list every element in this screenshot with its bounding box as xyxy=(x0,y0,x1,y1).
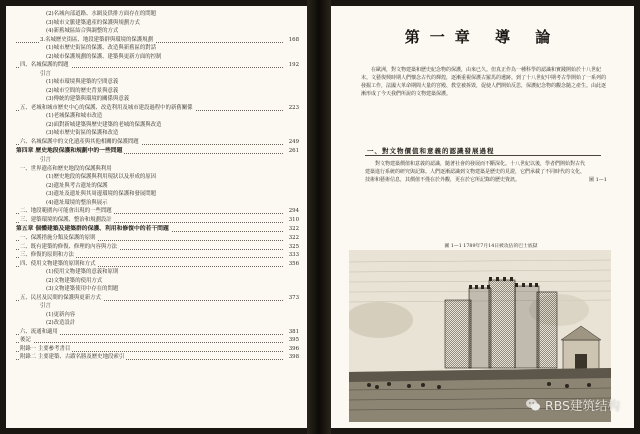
toc-entry xyxy=(16,10,299,19)
toc-entry xyxy=(16,156,299,165)
figure-note: 圖 1—1 xyxy=(589,177,607,183)
toc-entry-title: 四、名城保護的問題 xyxy=(20,62,69,68)
toc-entry-title: (2)名城內部道路、水網及供排方面存在的問題 xyxy=(46,11,157,17)
toc-entry xyxy=(16,19,299,28)
toc-page-number: 294 xyxy=(288,208,299,214)
left-page xyxy=(6,6,307,428)
toc-entry xyxy=(16,182,299,191)
toc-entry-title: (2)城市保護規劃的保護、建築與更新方面的控制 xyxy=(46,53,162,60)
toc-entry xyxy=(16,234,299,243)
toc-entry xyxy=(16,260,299,269)
toc-entry-title: 3.名城歷史街區、地段建築群與環境的保護規劃 xyxy=(40,36,153,43)
toc-page-number: 333 xyxy=(288,252,299,258)
watermark-text: RBS建筑结构 xyxy=(545,398,620,413)
toc-entry-title: (1)歷史地段的保護與利用現狀以及形成的原因 xyxy=(46,174,157,180)
toc-entry-title: (1)使用文物建築的意義和原則 xyxy=(46,269,119,275)
toc-page-number: 396 xyxy=(288,345,299,352)
toc-entry-title: (1)更新內容 xyxy=(46,311,76,318)
toc-entry-title: (4)遺址環境的整治與展示 xyxy=(46,199,108,206)
toc-entry xyxy=(16,345,299,354)
toc-entry xyxy=(16,36,299,45)
toc-page-number: 322 xyxy=(288,235,299,241)
chapter-title: 第一章 導 論 xyxy=(404,28,561,46)
toc-entry-title: 引言 xyxy=(40,70,51,77)
toc-entry-title: 一、世界遺產和歷史地段的保護與利用 xyxy=(20,165,112,172)
toc-entry-title: 三、建築環境的保護、整治和規劃設計 xyxy=(20,216,112,223)
toc-entry-title: 三、修復的原則和方法 xyxy=(20,252,74,258)
toc-entry-title: 後記 xyxy=(20,337,31,343)
figure-caption: 圖 1—1 1789年7月14日被攻佔的巴士底獄 xyxy=(444,244,538,249)
toc-page-number: 322 xyxy=(288,226,299,232)
toc-entry-title: (3)城市文脈建築遺產的保護與規劃方式 xyxy=(46,19,140,26)
section-title: 一、對文物價值和意義的認識發展過程 xyxy=(367,147,495,155)
book-gutter xyxy=(307,0,331,434)
toc-page-number: 373 xyxy=(288,294,299,301)
toc-entry-title: 引言 xyxy=(40,157,51,163)
toc-entry xyxy=(16,95,299,104)
toc-entry xyxy=(16,165,299,174)
toc-entry-title: (2)改造設計 xyxy=(46,320,76,326)
toc-entry-title: (2)文物建築的使用方式 xyxy=(46,277,103,284)
toc-entry xyxy=(16,190,299,199)
toc-entry-title: 四、使用文物建築的原則和方式 xyxy=(20,260,96,267)
toc-entry xyxy=(16,129,299,138)
toc-entry xyxy=(16,78,299,87)
toc-entry-title: (2)城市空間的歷史背景與意義 xyxy=(46,87,119,94)
toc-entry-title: (3)傳統的建築與環境的關係與意義 xyxy=(46,96,130,102)
toc-entry xyxy=(16,27,299,36)
toc-page-number: 325 xyxy=(288,243,299,250)
wechat-logo-icon xyxy=(525,397,541,413)
toc-entry-title: (1)城市歷史街區的保護、改造與新舊區的對話 xyxy=(46,45,157,51)
toc-page-number: 223 xyxy=(288,104,299,111)
toc-entry xyxy=(16,353,299,362)
toc-entry xyxy=(16,121,299,130)
toc-entry xyxy=(16,87,299,96)
toc-entry xyxy=(16,302,299,311)
toc-entry-title: (3)城市歷史街區的保護和改造 xyxy=(46,130,119,136)
toc-entry-title: 二、地段範圍內可能會出現的一些問題 xyxy=(20,208,112,214)
section-paragraph: 對文物建築價值和意義的認識，隨著社會的發展而不斷深化。十八世紀以後，學者們開始對古代建築進行系統的研究與記錄。人們逐漸認識到文物建築是歷史的見證，它們承載了不同時代的文化、技術和藝術信息，其價值不僅在於外觀，更在於它所記錄的歷史資訊。 xyxy=(365,161,586,183)
table-of-contents xyxy=(16,10,299,362)
toc-page-number: 381 xyxy=(288,328,299,335)
toc-page-number: 168 xyxy=(288,36,299,43)
right-page xyxy=(331,6,634,428)
toc-entry xyxy=(16,53,299,62)
toc-entry xyxy=(16,173,299,182)
toc-entry xyxy=(16,61,299,70)
toc-entry xyxy=(16,319,299,328)
toc-entry xyxy=(16,199,299,208)
toc-page-number: 192 xyxy=(288,62,299,68)
toc-page-number: 398 xyxy=(288,354,299,360)
toc-entry-title: (4)新舊城區結合與調整的方式 xyxy=(46,28,119,34)
toc-entry xyxy=(16,207,299,216)
toc-page-number: 356 xyxy=(288,260,299,267)
toc-entry-title: (3)文物建築使用中存在的問題 xyxy=(46,286,119,292)
watermark xyxy=(525,396,620,414)
toc-entry-title: (1)老城保護和城市改造 xyxy=(46,113,103,119)
toc-page-number: 249 xyxy=(288,138,299,145)
toc-entry xyxy=(16,146,299,156)
toc-entry xyxy=(16,138,299,147)
toc-entry-title: 六、名城保護中的文化遺產與其他相關的保護問題 xyxy=(20,138,139,145)
toc-entry-title: (2)面對新城建築與歷史建築的老城的保護與改造 xyxy=(46,121,162,128)
toc-entry-title: 二、既有建築的修復、修理的內容與方法 xyxy=(20,243,118,250)
toc-entry-title: 第四章 歷史地段保護和規劃中的一些問題 xyxy=(16,148,123,154)
toc-entry-title: 六、流通和適用 xyxy=(20,328,58,335)
toc-entry xyxy=(16,268,299,277)
toc-entry xyxy=(16,70,299,79)
toc-entry-title: (3)遺址及遺址與其周邊環境的保護和發展問題 xyxy=(46,191,157,197)
toc-entry xyxy=(16,251,299,260)
toc-entry xyxy=(16,311,299,320)
toc-entry xyxy=(16,285,299,294)
toc-entry xyxy=(16,328,299,337)
toc-entry-title: 五、民居及民間的保護與更新方式 xyxy=(20,294,101,301)
toc-entry-title: 第五章 個體建築及建築群的保護、利用和修復中的若干問題 xyxy=(16,226,169,232)
toc-entry xyxy=(16,336,299,345)
toc-entry xyxy=(16,294,299,303)
intro-paragraph: 在歐洲，對文物建築和歷史紀念物的保護，由來已久。但真正作為一種科學的認識和實踐開始於十八世紀末。文藝復興時期人們懷念古代的輝煌，逐漸重視保護古羅馬的遺跡。到了十八世紀中期考古學開始了一系列的發掘工作，法國大革命期間大量的宮殿、教堂被拆毀，促使人們開始反思，保護紀念物的觀念隨之產生。由此逐漸形成了今天我們所說的文物建築保護。 xyxy=(361,67,607,97)
toc-entry-title: 五、老城和城市歷史中心的保護、改造利用及城市建設過程中的新舊關係 xyxy=(20,104,193,111)
toc-entry-title: 引言 xyxy=(40,303,51,309)
toc-entry xyxy=(16,243,299,252)
toc-entry xyxy=(16,104,299,113)
toc-page-number: 395 xyxy=(288,337,299,343)
toc-entry-title: (1)城市環境與建築的空間意義 xyxy=(46,79,119,85)
toc-entry xyxy=(16,44,299,53)
toc-page-number: 261 xyxy=(288,148,299,154)
toc-entry xyxy=(16,216,299,225)
section-rule xyxy=(365,155,601,156)
toc-entry xyxy=(16,277,299,286)
toc-entry-title: 一、保護措施分類及保護的原則 xyxy=(20,235,96,241)
toc-entry xyxy=(16,112,299,121)
toc-entry-title: 附錄二 主要建築、古蹟名勝及歷史地段索引 xyxy=(20,354,125,360)
toc-entry-title: 附錄一 主要參考書目 xyxy=(20,345,71,352)
toc-page-number: 310 xyxy=(288,216,299,223)
toc-leader-dots xyxy=(16,342,283,343)
toc-entry xyxy=(16,224,299,234)
toc-entry-title: (2)遺址與考古遺址的保護 xyxy=(46,182,108,189)
